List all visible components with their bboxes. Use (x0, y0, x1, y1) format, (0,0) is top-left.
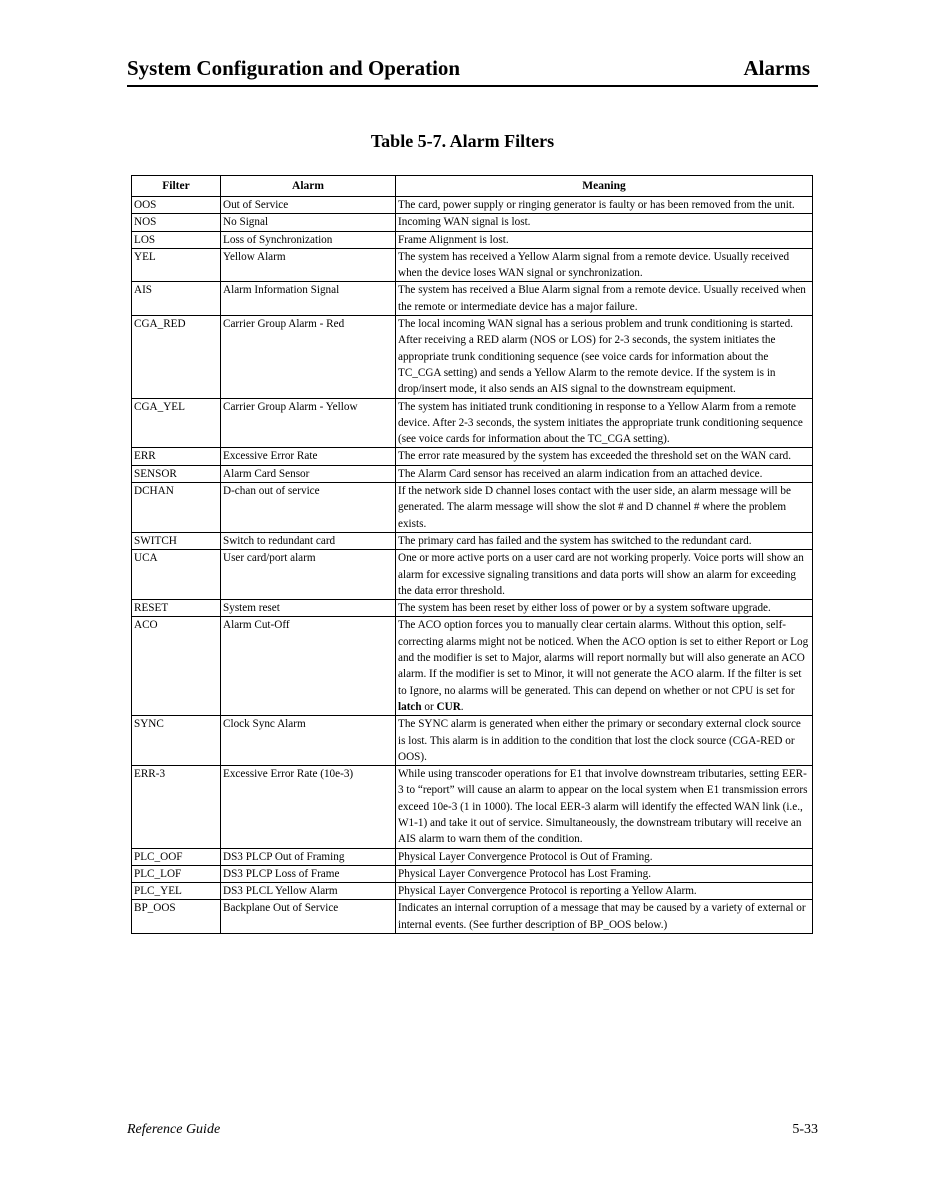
alarm-cell: Switch to redundant card (221, 532, 396, 549)
alarm-cell: Excessive Error Rate (221, 448, 396, 465)
meaning-cell: The system has been reset by either loss of power or by a system software upgrade. (396, 600, 813, 617)
table-row (132, 900, 813, 934)
filter-cell: PLC_YEL (132, 883, 221, 900)
alarm-cell: Out of Service (221, 197, 396, 214)
meaning-cell: The system has received a Yellow Alarm signal from a remote device. Usually received when the device loses WAN signal or synchronization. (396, 248, 813, 282)
meaning-cell: The system has received a Blue Alarm signal from a remote device. Usually received when the remote or intermediate device has a major failure. (396, 282, 813, 316)
table-title: Table 5-7. Alarm Filters (370, 131, 555, 151)
alarm-cell: Alarm Cut-Off (221, 617, 396, 716)
filter-cell: OOS (132, 197, 221, 214)
alarm-cell: Alarm Card Sensor (221, 465, 396, 482)
meaning-cell: Physical Layer Convergence Protocol has Lost Framing. (396, 865, 813, 882)
table-row (132, 550, 813, 600)
column-header-filter: Filter (132, 176, 221, 197)
alarm-cell: Backplane Out of Service (221, 900, 396, 934)
filter-cell: PLC_OOF (132, 848, 221, 865)
filter-cell: ACO (132, 617, 221, 716)
table-row (132, 848, 813, 865)
alarm-cell: User card/port alarm (221, 550, 396, 600)
table-row (132, 282, 813, 316)
table-row (132, 716, 813, 766)
header-section-title: System Configuration and Operation (127, 56, 461, 80)
filter-cell: SWITCH (132, 532, 221, 549)
table-row (132, 248, 813, 282)
footer-page-number: 5-33 (792, 1122, 818, 1137)
meaning-cell: The SYNC alarm is generated when either the primary or secondary external clock source is lost. This alarm is in addition to the condition that lost the clock source (CGA-RED or OOS). (396, 716, 813, 766)
table-row (132, 483, 813, 533)
alarm-cell: Excessive Error Rate (10e-3) (221, 766, 396, 848)
filter-cell: CGA_RED (132, 316, 221, 398)
alarm-cell: DS3 PLCL Yellow Alarm (221, 883, 396, 900)
meaning-text: or (421, 700, 437, 713)
alarm-cell: DS3 PLCP Out of Framing (221, 848, 396, 865)
meaning-cell (396, 617, 813, 716)
meaning-cell: The card, power supply or ringing generator is faulty or has been removed from the unit. (396, 197, 813, 214)
meaning-bold-term: CUR (436, 700, 461, 713)
meaning-cell: The error rate measured by the system has exceeded the threshold set on the WAN card. (396, 448, 813, 465)
table-body (132, 197, 813, 934)
filter-cell: ERR-3 (132, 766, 221, 848)
alarm-filters-table-container (131, 175, 812, 934)
meaning-cell: The primary card has failed and the system has switched to the redundant card. (396, 532, 813, 549)
table-row (132, 617, 813, 716)
meaning-cell: Physical Layer Convergence Protocol is Out of Framing. (396, 848, 813, 865)
alarm-cell: Clock Sync Alarm (221, 716, 396, 766)
table-row (132, 600, 813, 617)
meaning-cell: Incoming WAN signal is lost. (396, 214, 813, 231)
meaning-cell: The Alarm Card sensor has received an alarm indication from an attached device. (396, 465, 813, 482)
alarm-filters-table (131, 175, 813, 934)
table-row (132, 448, 813, 465)
column-header-meaning: Meaning (396, 176, 813, 197)
alarm-cell: No Signal (221, 214, 396, 231)
table-row (132, 883, 813, 900)
meaning-cell: While using transcoder operations for E1 that involve downstream tributaries, setting EER-3 to “report” will cause an alarm to appear on the local system when E1 transmission errors exceed 10e-3 (1 in 1000). The local EER-3 alarm will identify the effected WAN link (i.e., W1-1) and take it out of service. Simultaneously, the downstream tributary will receive an AIS alarm to warn them of the condition. (396, 766, 813, 848)
alarm-cell: Yellow Alarm (221, 248, 396, 282)
meaning-bold-term: latch (398, 700, 422, 713)
meaning-cell: If the network side D channel loses contact with the user side, an alarm message will be generated. The alarm message will show the slot # and D channel # where the problem exists. (396, 483, 813, 533)
table-row (132, 465, 813, 482)
table-header-row (132, 176, 813, 197)
table-row (132, 316, 813, 398)
table-row (132, 532, 813, 549)
filter-cell: ERR (132, 448, 221, 465)
filter-cell: DCHAN (132, 483, 221, 533)
table-row (132, 766, 813, 848)
meaning-cell: Physical Layer Convergence Protocol is reporting a Yellow Alarm. (396, 883, 813, 900)
meaning-cell: Frame Alignment is lost. (396, 231, 813, 248)
meaning-cell: The system has initiated trunk conditioning in response to a Yellow Alarm from a remote device. After 2-3 seconds, the system initiates the appropriate trunk conditioning sequence (see voice cards for information about the TC_CGA setting). (396, 398, 813, 448)
filter-cell: AIS (132, 282, 221, 316)
alarm-cell: DS3 PLCP Loss of Frame (221, 865, 396, 882)
footer-guide-name: Reference Guide (127, 1122, 221, 1137)
table-row (132, 197, 813, 214)
meaning-text: The ACO option forces you to manually clear certain alarms. Without this option, self-correcting alarms might not be noticed. When the ACO option is set to either Report or Log and the modifier is set to Major, alarms will report normally but will also generate an ACO alarm. If the modifier is set to Minor, it will not generate the ACO alarm. If the filter is set to Ignore, no alarms will be generated. This can depend on whether or not CPU is set for (398, 619, 809, 697)
meaning-cell: One or more active ports on a user card are not working properly. Voice ports will show an alarm for excessive signaling transitions and data ports will show an alarm for exceeding the data error threshold. (396, 550, 813, 600)
table-row (132, 214, 813, 231)
filter-cell: PLC_LOF (132, 865, 221, 882)
alarm-cell: Alarm Information Signal (221, 282, 396, 316)
alarm-cell: System reset (221, 600, 396, 617)
alarm-cell: D-chan out of service (221, 483, 396, 533)
table-row (132, 865, 813, 882)
table-row (132, 231, 813, 248)
alarm-cell: Loss of Synchronization (221, 231, 396, 248)
filter-cell: SENSOR (132, 465, 221, 482)
meaning-cell: The local incoming WAN signal has a serious problem and trunk conditioning is started. After receiving a RED alarm (NOS or LOS) for 2-3 seconds, the system initiates the appropriate trunk conditioning sequence (see voice cards for information about the TC_CGA setting) and sends a Yellow Alarm to the remote device. If the system is in drop/insert mode, it also sends an AIS signal to the downstream equipment. (396, 316, 813, 398)
filter-cell: CGA_YEL (132, 398, 221, 448)
page-header (127, 55, 818, 87)
column-header-alarm: Alarm (221, 176, 396, 197)
alarm-cell: Carrier Group Alarm - Yellow (221, 398, 396, 448)
table-row (132, 398, 813, 448)
filter-cell: LOS (132, 231, 221, 248)
alarm-cell: Carrier Group Alarm - Red (221, 316, 396, 398)
filter-cell: UCA (132, 550, 221, 600)
filter-cell: RESET (132, 600, 221, 617)
filter-cell: YEL (132, 248, 221, 282)
header-chapter-title: Alarms (743, 56, 810, 80)
meaning-text: . (460, 700, 464, 713)
filter-cell: NOS (132, 214, 221, 231)
filter-cell: BP_OOS (132, 900, 221, 934)
meaning-cell: Indicates an internal corruption of a message that may be caused by a variety of external or internal events. (See further description of BP_OOS below.) (396, 900, 813, 934)
filter-cell: SYNC (132, 716, 221, 766)
